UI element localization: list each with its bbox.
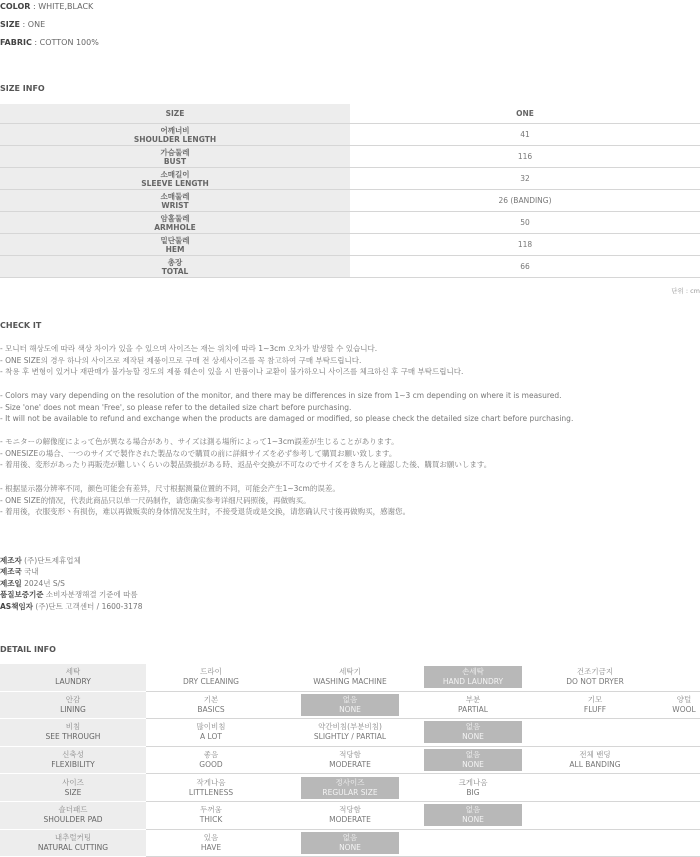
detail-option-en: DO NOT DRYER (566, 677, 624, 687)
size-row-label-ko: 어깨너비 (160, 125, 190, 135)
size-row-label (0, 168, 350, 190)
notes-english (0, 390, 700, 425)
color-value: : WHITE,BLACK (30, 2, 94, 11)
detail-option-en: NONE (462, 815, 484, 825)
detail-option-selected (301, 777, 399, 799)
maker-value: (주)단트제휴업체 (21, 556, 81, 565)
size-row-label-ko: 가슴둘레 (160, 147, 190, 157)
detail-option-ko: 없음 (465, 750, 481, 760)
size-row-label-en: SLEEVE LENGTH (141, 178, 209, 188)
size-row-label-ko: 소매길이 (160, 169, 190, 179)
size-row-value: 118 (350, 234, 700, 256)
detail-option-box (276, 805, 424, 825)
detail-info-title: DETAIL INFO (0, 645, 56, 654)
detail-option-ko: 없음 (465, 805, 481, 815)
check-it-title: CHECK IT (0, 321, 42, 330)
detail-option (424, 801, 522, 829)
maker-label: 제조국 (0, 567, 22, 577)
detail-option (424, 746, 522, 774)
detail-row (0, 801, 700, 829)
detail-option (146, 719, 276, 747)
detail-row-label (0, 664, 146, 691)
detail-row-label (0, 691, 146, 719)
detail-label-en: LAUNDRY (55, 677, 91, 687)
detail-option-ko: 정사이즈 (335, 777, 365, 787)
detail-row (0, 746, 700, 774)
detail-option-box (424, 695, 522, 715)
detail-option-en: REGULAR SIZE (322, 787, 378, 797)
size-table (0, 104, 700, 278)
detail-option (276, 801, 424, 829)
detail-option-selected (424, 804, 522, 826)
detail-option-box (146, 778, 276, 798)
detail-label-ko: 내추럴커팅 (54, 832, 92, 842)
detail-option (522, 774, 668, 802)
note-line: - ONE SIZE의 경우 하나의 사이즈로 제작된 제품이므로 구매 전 상세사이즈를 꼭 참고하여 구매 부탁드립니다. (0, 355, 362, 365)
detail-option (424, 691, 522, 719)
detail-option (522, 719, 668, 747)
size-row-label-en: TOTAL (161, 266, 189, 276)
size-row-label-en: HEM (165, 244, 185, 254)
fabric-value: : COTTON 100% (31, 38, 99, 47)
detail-option-box (146, 750, 276, 770)
size-row-label (0, 190, 350, 212)
size-row-label-ko: 소매둘레 (160, 191, 190, 201)
detail-option (668, 719, 700, 747)
note-line: - ONE SIZE的情况，代表此商品只以单一尺码制作，请您确实参考详细尺码照後，再做购买。 (0, 495, 311, 505)
size-label: SIZE (0, 20, 21, 29)
detail-option-ko: 드라이 (200, 667, 222, 677)
note-line: - 착용 후 변형이 있거나 재판매가 불가능할 정도의 제품 훼손이 있을 시 반품이나 교환이 불가하오니 사이즈를 체크하신 후 구매 부탁드립니다. (0, 367, 464, 377)
detail-option-ko: 없음 (342, 694, 358, 704)
notes-chinese (0, 483, 700, 518)
detail-option-en: DRY CLEANING (182, 677, 239, 687)
notes-korean (0, 343, 700, 378)
detail-option-ko: 좋음 (203, 750, 219, 760)
size-row-value: 41 (350, 124, 700, 146)
detail-option (146, 664, 276, 691)
detail-option-ko: 두꺼움 (200, 805, 222, 815)
detail-option (668, 691, 700, 719)
size-row-label (0, 146, 350, 168)
detail-option-box (522, 750, 668, 770)
detail-option-ko: 크게나옴 (458, 777, 488, 787)
size-info-title: SIZE INFO (0, 84, 45, 93)
detail-option-ko: 적당함 (339, 750, 361, 760)
detail-label-ko: 숄더패드 (58, 805, 88, 815)
size-table-header (0, 104, 700, 124)
detail-label-ko: 비침 (65, 722, 81, 732)
detail-row-label (0, 801, 146, 829)
detail-label-en: SHOULDER PAD (43, 815, 103, 825)
notes-japanese (0, 436, 700, 471)
detail-option (146, 801, 276, 829)
detail-option-box (276, 722, 424, 742)
detail-option (146, 691, 276, 719)
detail-option (668, 746, 700, 774)
maker-row (0, 566, 142, 577)
detail-row-label (0, 774, 146, 802)
detail-option-box (668, 695, 700, 715)
size-row-label-ko: 암홀둘레 (160, 213, 190, 223)
color-label: COLOR (0, 2, 31, 11)
size-row-label-ko: 총장 (167, 257, 183, 267)
detail-option-en: BASICS (197, 704, 225, 714)
size-header-label: SIZE (0, 104, 350, 124)
note-line: - 着用後，衣服变形丶有损伤，难以再做贩卖的身体情况发生时，不接受退货或是交换，请您确认尺寸後再做购买，感谢您。 (0, 507, 411, 517)
size-row-value: 26 (BANDING) (350, 190, 700, 212)
note-line: - It will not be available to refund and exchange when the products are damaged or modified, so please check the detailed size chart before purchasing. (0, 414, 574, 424)
size-header-value: ONE (350, 104, 700, 124)
detail-option-box (146, 805, 276, 825)
maker-value: (주)단트 고객센터 / 1600-3178 (32, 601, 143, 611)
detail-row (0, 774, 700, 802)
detail-table (0, 664, 700, 857)
detail-option-en: BIG (466, 787, 480, 797)
detail-option-ko: 없음 (465, 722, 481, 732)
size-row-value: 116 (350, 146, 700, 168)
detail-option (668, 774, 700, 802)
detail-option-en: PARTIAL (458, 704, 488, 714)
detail-option-en: LITTLENESS (188, 787, 234, 797)
detail-option (276, 691, 424, 719)
detail-option-en: A LOT (200, 732, 222, 742)
detail-option-en: ALL BANDING (569, 760, 621, 770)
note-line: - 着用後、変形があったり再販売が難しいくらいの製品毀損がある時、返品や交換が不可なのでサイズをきちんと確認した後、購買お願いします。 (0, 460, 492, 470)
detail-label-en: SEE THROUGH (45, 732, 101, 742)
maker-row (0, 589, 142, 600)
detail-option-en: NONE (462, 760, 484, 770)
maker-row (0, 578, 142, 589)
fabric-attribute (0, 38, 99, 47)
detail-option-ko: 부분 (465, 694, 481, 704)
detail-option-ko: 많이비침 (196, 722, 226, 732)
detail-option (276, 664, 424, 691)
detail-option-en: MODERATE (329, 815, 371, 825)
size-row (0, 234, 700, 256)
size-row (0, 168, 700, 190)
detail-option (522, 691, 668, 719)
detail-option-ko: 있음 (203, 832, 219, 842)
detail-option-box (424, 778, 522, 798)
detail-option-box (276, 667, 424, 687)
detail-label-en: LINING (60, 704, 86, 714)
detail-option (276, 774, 424, 802)
detail-option-ko: 약간비침(부분비침) (318, 722, 382, 732)
size-attribute (0, 20, 45, 29)
size-row-label (0, 212, 350, 234)
detail-label-ko: 신축성 (62, 750, 84, 760)
maker-row (0, 555, 142, 566)
size-row (0, 212, 700, 234)
note-line: - 根据显示器分辨率不同，颜色可能会有差异，尺寸根据测量位置的不同，可能会产生1~3cm的误差。 (0, 484, 340, 493)
detail-option-en: NONE (339, 704, 361, 714)
size-row-label (0, 124, 350, 146)
detail-option-box (276, 750, 424, 770)
detail-option (668, 664, 700, 691)
detail-label-en: NATURAL CUTTING (37, 842, 109, 852)
note-line: - Colors may vary depending on the resolution of the monitor, and there may be differences in size from 1~3 cm depending on where it is measured. (0, 391, 562, 400)
detail-option-en: THICK (199, 815, 223, 825)
detail-option-box (146, 695, 276, 715)
maker-label: 품질보증기준 (0, 590, 44, 600)
detail-row-label (0, 719, 146, 747)
size-row-value: 50 (350, 212, 700, 234)
detail-row (0, 691, 700, 719)
detail-option-ko: 적당함 (339, 805, 361, 815)
detail-option-box (146, 833, 276, 853)
detail-option-selected (424, 721, 522, 743)
size-row-label (0, 234, 350, 256)
size-row-label-en: SHOULDER LENGTH (133, 134, 217, 144)
detail-option-en: FLUFF (583, 704, 607, 714)
note-line: - ONESIZEの場合、一つのサイズで製作された製品なので購買の前に詳細サイズを必ず参考して購買お願い致します。 (0, 448, 397, 458)
detail-option-selected (424, 749, 522, 771)
detail-option (522, 801, 668, 829)
detail-option-box (146, 667, 276, 687)
detail-option-selected (424, 666, 522, 688)
detail-option-ko: 전체 밴딩 (579, 750, 611, 760)
size-row (0, 124, 700, 146)
detail-label-en: SIZE (64, 787, 82, 797)
size-row-label-en: ARMHOLE (154, 222, 196, 232)
detail-option-en: NONE (462, 732, 484, 742)
detail-option-ko: 기모 (587, 694, 603, 704)
size-row-value: 32 (350, 168, 700, 190)
detail-option (522, 746, 668, 774)
maker-label: 제조자 (0, 556, 22, 565)
size-row (0, 146, 700, 168)
detail-option (522, 664, 668, 691)
detail-option (424, 664, 522, 691)
note-line: - モニターの解像度によって色が異なる場合があり、サイズは測る場所によって1~3cm誤差が生じることがあります。 (0, 437, 399, 446)
maker-label: 제조일 (0, 578, 22, 588)
maker-value: 소비자분쟁해결 기준에 따름 (43, 590, 138, 600)
detail-row (0, 664, 700, 691)
detail-row (0, 719, 700, 747)
size-row-label (0, 256, 350, 278)
size-row-label-en: WRIST (161, 200, 189, 210)
detail-option (424, 774, 522, 802)
detail-option-box (522, 667, 668, 687)
detail-option-selected (301, 694, 399, 716)
maker-value: 2024년 S/S (21, 578, 65, 588)
unit-note: 단위 : cm (671, 287, 700, 295)
detail-option-box (146, 722, 276, 742)
size-value: : ONE (20, 20, 46, 29)
detail-option-ko: 손세탁 (462, 667, 484, 677)
detail-option-box (522, 695, 668, 715)
detail-option-ko: 기본 (203, 694, 219, 704)
detail-option (668, 801, 700, 829)
maker-row (0, 601, 142, 612)
detail-option-ko: 건조기금지 (576, 667, 614, 677)
detail-option-en: GOOD (199, 760, 223, 770)
detail-label-ko: 사이즈 (62, 777, 84, 787)
detail-option-en: WASHING MACHINE (313, 677, 387, 687)
detail-option (146, 746, 276, 774)
size-row-label-en: BUST (163, 156, 187, 166)
maker-value: 국내 (21, 567, 39, 577)
detail-row-label (0, 746, 146, 774)
manufacturer-info (0, 555, 142, 612)
detail-option-ko: 양털 (676, 694, 692, 704)
color-attribute (0, 2, 93, 11)
detail-option (276, 719, 424, 747)
note-line: - Size 'one' does not mean 'Free', so please refer to the detailed size chart before purchasing. (0, 402, 352, 412)
detail-option-en: HAVE (200, 842, 222, 852)
fabric-label: FABRIC (0, 38, 32, 47)
detail-option-en: NONE (339, 842, 361, 852)
detail-option-selected (301, 832, 399, 854)
detail-option-en: WOOL (672, 704, 696, 714)
maker-label: AS책임자 (0, 601, 33, 611)
detail-option-ko: 없음 (342, 832, 358, 842)
detail-option (424, 719, 522, 747)
detail-option-ko: 세탁기 (339, 667, 361, 677)
detail-option-en: SLIGHTLY / PARTIAL (313, 732, 387, 742)
size-row (0, 256, 700, 278)
detail-label-ko: 안감 (65, 694, 81, 704)
detail-option-en: HAND LAUNDRY (442, 677, 504, 687)
detail-label-en: FLEXIBILITY (51, 760, 95, 770)
size-row-value: 66 (350, 256, 700, 278)
detail-option (276, 746, 424, 774)
detail-label-ko: 세탁 (65, 667, 81, 677)
size-row-label-ko: 밑단둘레 (160, 235, 190, 245)
detail-option (146, 774, 276, 802)
detail-option-ko: 작게나옴 (196, 777, 226, 787)
note-line: - 모니터 해상도에 따라 색상 차이가 있을 수 있으며 사이즈는 재는 위치에 따라 1~3cm 오차가 발생할 수 있습니다. (0, 344, 378, 353)
size-row (0, 190, 700, 212)
detail-option-en: MODERATE (329, 760, 371, 770)
